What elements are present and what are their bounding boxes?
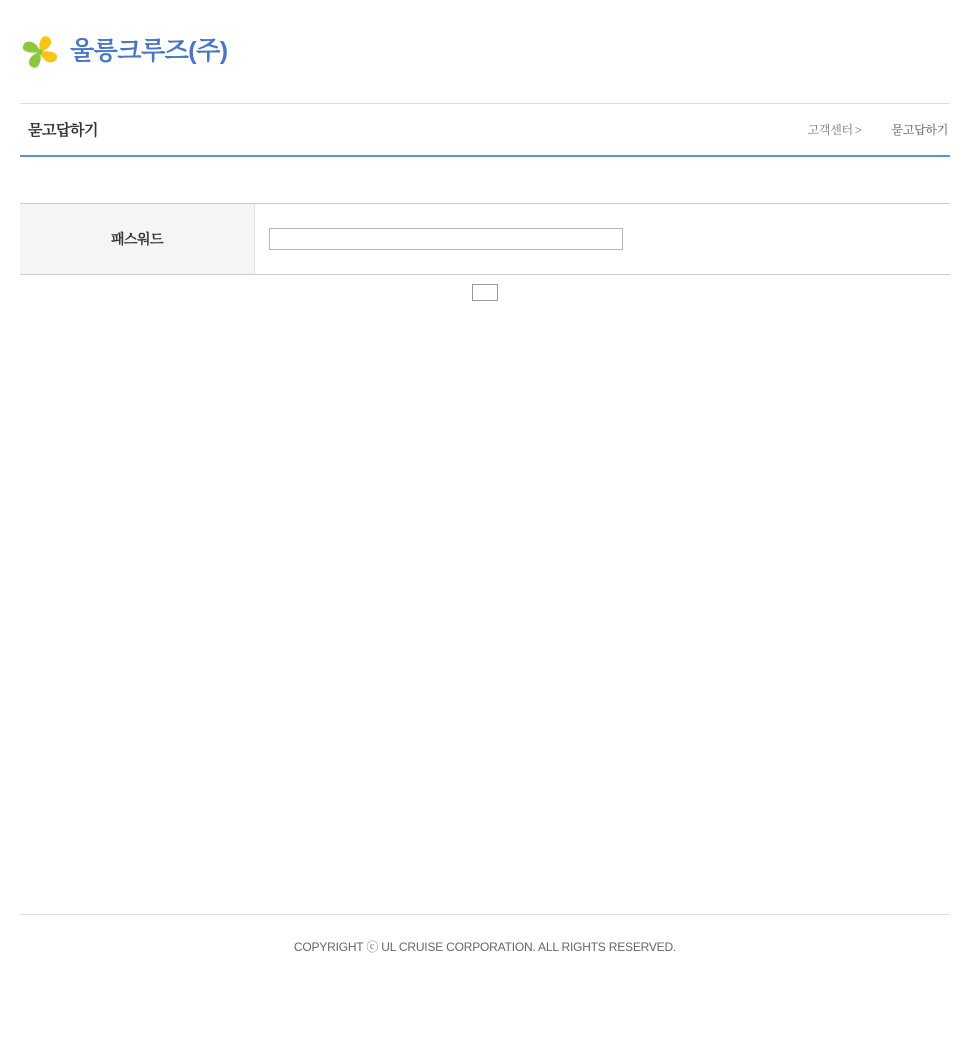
form-actions — [20, 284, 950, 301]
password-field-cell — [255, 204, 951, 275]
breadcrumb-current: 묻고답하기 — [891, 123, 948, 137]
page-title: 묻고답하기 — [28, 122, 98, 139]
copyright-text: COPYRIGHT ⓒ UL CRUISE CORPORATION. ALL RIGHTS RESERVED. — [293, 940, 677, 954]
logo-text-suffix: (주) — [188, 37, 228, 65]
breadcrumb-separator-icon: > — [854, 122, 862, 137]
site-logo-link[interactable] — [20, 32, 228, 72]
footer-rule — [20, 914, 950, 915]
site-header — [0, 0, 970, 103]
confirm-button[interactable] — [472, 284, 498, 301]
table-row — [20, 204, 950, 275]
site-logo-text — [70, 39, 228, 64]
pinwheel-flower-logo-icon — [20, 32, 60, 72]
password-form-table — [20, 203, 950, 275]
breadcrumb — [808, 121, 950, 138]
password-input[interactable] — [269, 228, 623, 250]
password-label: 패스워드 — [20, 204, 255, 275]
logo-text-main: 울릉크루즈 — [70, 37, 189, 65]
breadcrumb-parent[interactable]: 고객센터 — [807, 123, 853, 137]
footer-divider — [0, 914, 970, 915]
main-content — [20, 157, 950, 301]
subnav-bar — [20, 103, 950, 157]
